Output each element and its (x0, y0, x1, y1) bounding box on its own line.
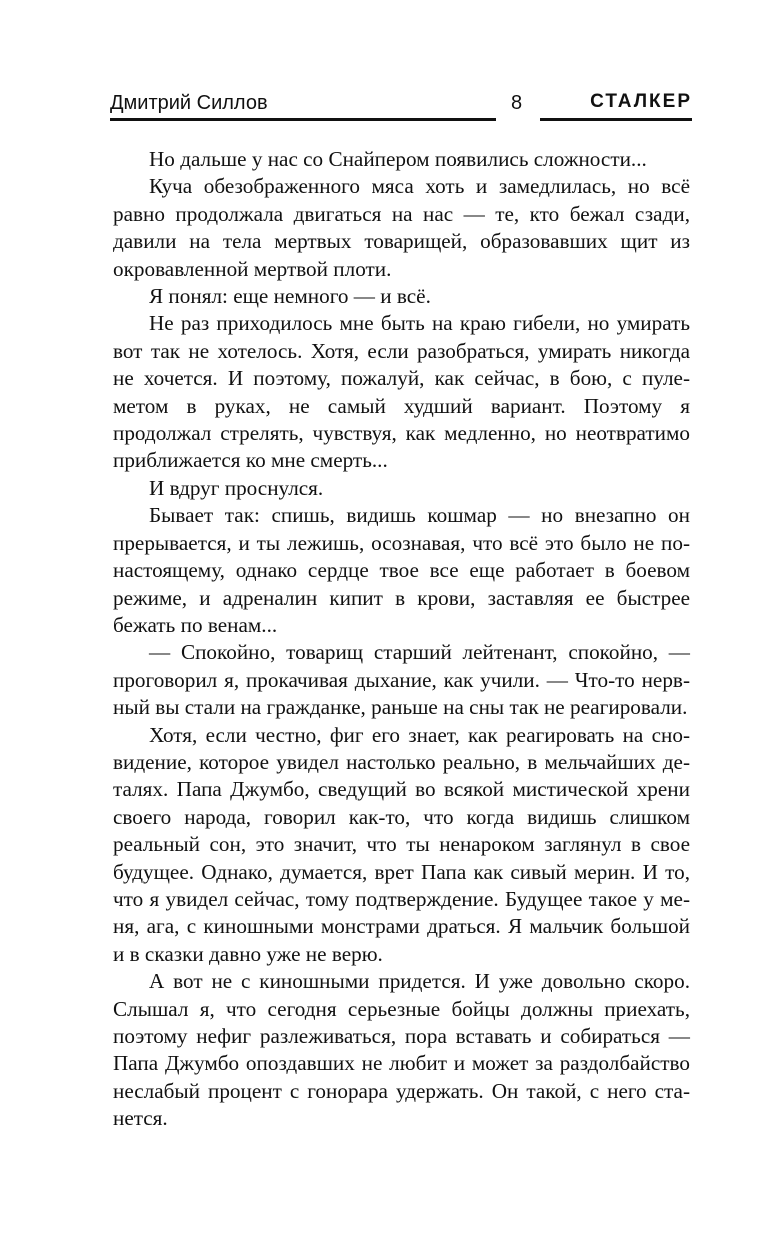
paragraph: Не раз приходилось мне быть на краю гибели, но умирать вот так не хотелось. Хотя, если разобраться, умирать никогда не хочется. И поэтому, пожалуй, как сейчас, в бою, с пулеметом в руках, не самый худший вариант. Поэтому я продолжал стрелять, чувствуя, как медленно, но неотвратимо приближается ко мне смерть... (113, 311, 690, 473)
body-text (113, 146, 690, 1133)
header-rule-right (540, 118, 692, 121)
paragraph: Хотя, если честно, фиг его знает, как реагировать на сновидение, которое увидел настолько реально, в мельчайших деталях. Папа Джумбо, сведущий во всякой мистической хрени своего народа, говорил как-то, что когда видишь слишком реальный сон, это значит, что ты ненароком заглянул в свое будущее. Однако, думается, врет Папа как сивый мерин. И то, что я увидел сейчас, тому подтверждение. Будущее такое у меня, ага, с киношными монстрами драться. Я мальчик большой и в сказки давно уже не верю. (113, 722, 690, 966)
header-series-title: СТАЛКЕР (590, 91, 692, 112)
header-author: Дмитрий Силлов (110, 92, 268, 114)
header-rule-left (110, 118, 496, 121)
running-head (110, 88, 692, 124)
paragraph: Я понял: еще немного — и всё. (149, 284, 431, 309)
paragraph: Бывает так: спишь, видишь кошмар — но внезапно он прерывается, и ты лежишь, осознавая, что всё это было не по-настоящему, однако сердце твое все еще работает в боевом режиме, и адреналин кипит в крови, заставляя ее быстрее бежать по венам... (113, 503, 690, 637)
page-number: 8 (511, 92, 523, 114)
paragraph: — Спокойно, товарищ старший лейтенант, спокойно, — проговорил я, прокачивая дыхание, как учили. — Что-то нервный вы стали на гражданке, раньше на сны так не реагировали. (113, 640, 690, 720)
paragraph: И вдруг проснулся. (149, 475, 324, 500)
paragraph: А вот не с киношными придется. И уже довольно скоро. Слышал я, что сегодня серьезные бойцы должны приехать, поэтому нефиг разлеживаться, пора вставать и собираться — Папа Джумбо опоздавших не любит и может за раздолбайство неслабый процент с гонорара удержать. Он такой, с него станется. (113, 969, 690, 1131)
paragraph: Куча обезображенного мяса хоть и замедлилась, но всё равно продолжала двигаться на нас — те, кто бежал сзади, давили на тела мертвых товарищей, образовавших щит из окровавленной мертвой плоти. (113, 174, 690, 281)
paragraph: Но дальше у нас со Снайпером появились сложности... (149, 147, 647, 171)
